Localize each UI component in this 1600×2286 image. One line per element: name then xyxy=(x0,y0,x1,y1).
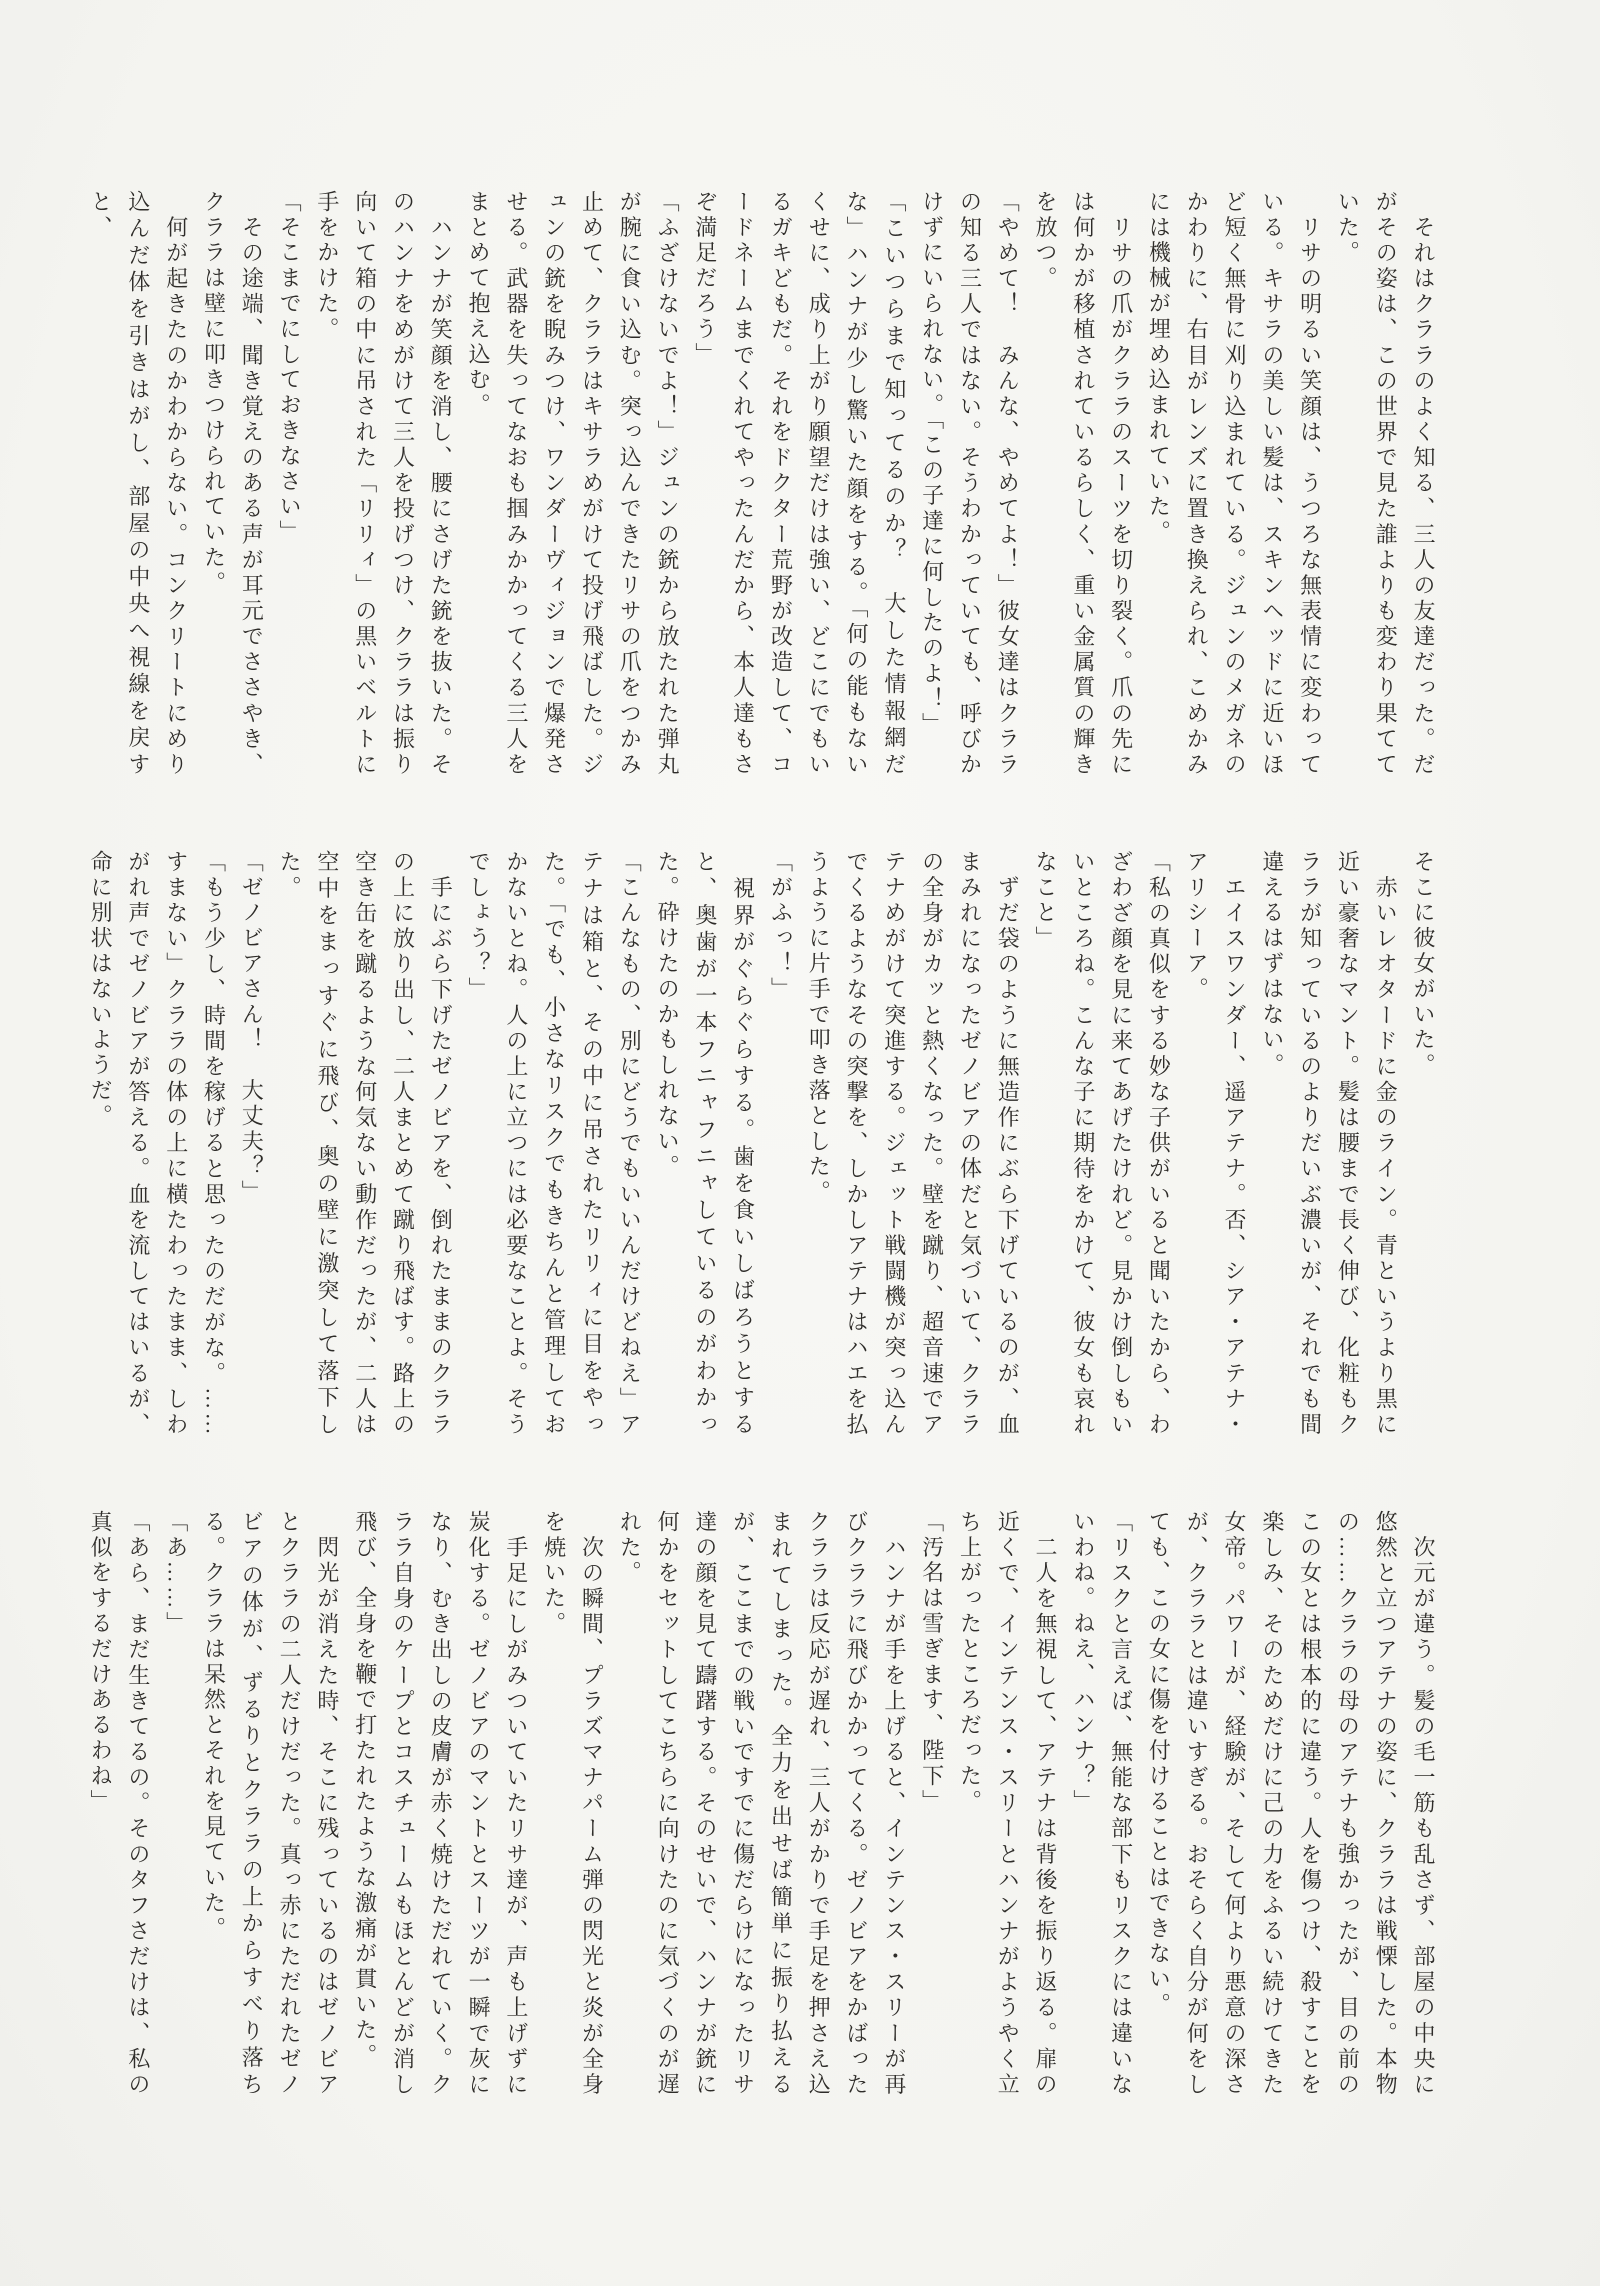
paragraph: リサの爪がクララのスーツを切り裂く。爪の先には何かが移植されているらしく、重い金属質の輝きを放つ。 xyxy=(1033,190,1134,778)
paragraph: それはクララのよく知る、三人の友達だった。だがその姿は、この世界で見た誰よりも変わり果てていた。 xyxy=(1335,190,1436,778)
paragraph: 「がふっ！」 xyxy=(768,850,794,1003)
paragraph: そこに彼女がいた。 xyxy=(1411,850,1436,1079)
paragraph: 「やめて！ みんな、やめてよ！」彼女達はクララの知る三人ではない。そうわかっていても、呼びかけずにいられない。「この子達に何したのよ！」 xyxy=(919,190,1021,778)
text-band-top xyxy=(88,190,1442,778)
paragraph: ハンナが笑顔を消し、腰にさげた銃を抜いた。そのハンナをめがけて三人を投げつけ、クララは振り向いて箱の中に吊された「リリィ」の黒いベルトに手をかけた。 xyxy=(314,190,454,778)
paragraph: 手にぶら下げたゼノビアを、倒れたままのクララの上に放り出し、二人まとめて蹴り飛ばす。路上の空き缶を蹴るような何気ない動作だったが、二人は空中をまっすぐに飛び、奥の壁に激突して落下した。 xyxy=(277,850,454,1438)
paragraph: エイスワンダー、遥アテナ。否、シア・アテナ・アリシーア。 xyxy=(1184,850,1248,1438)
paragraph: ずだ袋のように無造作にぶら下げているのが、血まみれになったゼノビアの体だと気づいて、クララの全身がカッと熱くなった。壁を蹴り、超音速でアテナめがけて突進する。ジェット戦闘機が突っ込んでくるようなその突撃を、しかしアテナはハエを払うように片手で叩き落とした。 xyxy=(806,850,1021,1438)
paragraph: 「こいつらまで知ってるのか？ 大した情報網だな」ハンナが少し驚いた顔をする。「何の能もないくせに、成り上がり願望だけは強い、どこにでもいるガキどもだ。それをドクター荒野が改造して、コードネームまでくれてやったんだから、本人達もさぞ満足だろう」 xyxy=(692,190,907,778)
paragraph: 「汚名は雪ぎます、陛下」 xyxy=(919,1510,945,1815)
paragraph: ハンナが手を上げると、インテンス・スリーが再びクララに飛びかかってくる。ゼノビアをかばったクララは反応が遅れ、三人がかりで手足を押さえ込まれてしまった。全力を出せば簡単に振り払えるが、ここまでの戦いですでに傷だらけになったリサ達の顔を見て躊躇する。そのせいで、ハンナが銃に何かをセットしてこちらに向けたのに気づくのが遅れた。 xyxy=(617,1510,907,2098)
text-band-middle xyxy=(88,850,1442,1438)
paragraph: 「リスクと言えば、無能な部下もリスクには違いないわね。ねえ、ハンナ？」 xyxy=(1070,1510,1134,2098)
paragraph: 二人を無視して、アテナは背後を振り返る。扉の近くで、インテンス・スリーとハンナがようやく立ち上がったところだった。 xyxy=(957,1510,1059,2098)
paragraph: 次の瞬間、プラズマナパーム弾の閃光と炎が全身を焼いた。 xyxy=(541,1510,605,2098)
paragraph: 何が起きたのかわからない。コンクリートにめり込んだ体を引きはがし、部屋の中央へ視線を戻すと、 xyxy=(88,190,189,778)
text-band-bottom xyxy=(88,1510,1442,2098)
paragraph: 「ふざけないでよ！」ジュンの銃から放たれた弾丸が腕に食い込む。突っ込んできたリサの爪をつかみ止めて、クララはキサラめがけて投げ飛ばした。ジュンの銃を睨みつけ、ワンダーヴィジョンで爆発させる。武器を失ってなおも掴みかかってくる三人をまとめて抱え込む。 xyxy=(466,190,681,778)
paragraph: その途端、聞き覚えのある声が耳元でささやき、クララは壁に叩きつけられていた。 xyxy=(201,190,265,778)
paragraph: 閃光が消えた時、そこに残っているのはゼノビアとクララの二人だけだった。真っ赤にただれたゼノビアの体が、ずるりとクララの上からすべり落ちる。クララは呆然とそれを見ていた。 xyxy=(201,1510,340,2098)
paragraph: 「もう少し、時間を稼げると思ったのだがな。……すまない」クララの体の上に横たわったまま、しわがれ声でゼノビアが答える。血を流してはいるが、命に別状はないようだ。 xyxy=(88,850,227,1438)
paragraph: 視界がぐらぐらする。歯を食いしばろうとすると、奥歯が一本フニャフニャしているのがわかった。砕けたのかもしれない。 xyxy=(655,850,756,1438)
paragraph: 赤いレオタードに金のライン。青というより黒に近い豪奢なマント。髪は腰まで長く伸び、化粧もクララが知っているのよりだいぶ濃いが、それでも間違えるはずはない。 xyxy=(1259,850,1399,1438)
paragraph: 「ゼノビアさん！ 大丈夫？」 xyxy=(239,850,265,1206)
paragraph: 「あら、まだ生きてるの。そのタフさだけは、私の真似をするだけあるわね」 xyxy=(88,1510,151,2098)
paragraph: 「私の真似をする妙な子供がいると聞いたから、わざわざ顔を見に来てあげたけれど。見かけ倒しもいいところね。こんな子に期待をかけて、彼女も哀れなこと」 xyxy=(1033,850,1172,1438)
paragraph: 手足にしがみついていたリサ達が、声も上げずに炭化する。ゼノビアのマントとスーツが一瞬で灰になり、むき出しの皮膚が赤く焼けただれていく。クララ自身のケープとコスチュームもほとんどが消し飛び、全身を鞭で打たれたような激痛が貫いた。 xyxy=(352,1510,529,2098)
paragraph: 「こんなもの、別にどうでもいいんだけどねえ」アテナは箱と、その中に吊されたリリィに目をやった。「でも、小さなリスクでもきちんと管理しておかないとね。人の上に立つには必要なことよ。そうでしょう？」 xyxy=(466,850,643,1438)
paragraph: 「あ……」 xyxy=(163,1510,189,1637)
paragraph: 「そこまでにしておきなさい」 xyxy=(277,190,303,546)
paragraph: リサの明るい笑顔は、うつろな無表情に変わっている。キサラの美しい髪は、スキンヘッドに近いほど短く無骨に刈り込まれている。ジュンのメガネのかわりに、右目がレンズに置き換えられ、こめかみには機械が埋め込まれていた。 xyxy=(1146,190,1323,778)
paragraph: 次元が違う。髪の毛一筋も乱さず、部屋の中央に悠然と立つアテナの姿に、クララは戦慄した。本物の……クララの母のアテナも強かったが、目の前のこの女とは根本的に違う。人を傷つけ、殺すことを楽しみ、そのためだけに己の力をふるい続けてきた女帝。パワーが、経験が、そして何より悪意の深さが、クララとは違いすぎる。おそらく自分が何をしても、この女に傷を付けることはできない。 xyxy=(1146,1510,1436,2098)
